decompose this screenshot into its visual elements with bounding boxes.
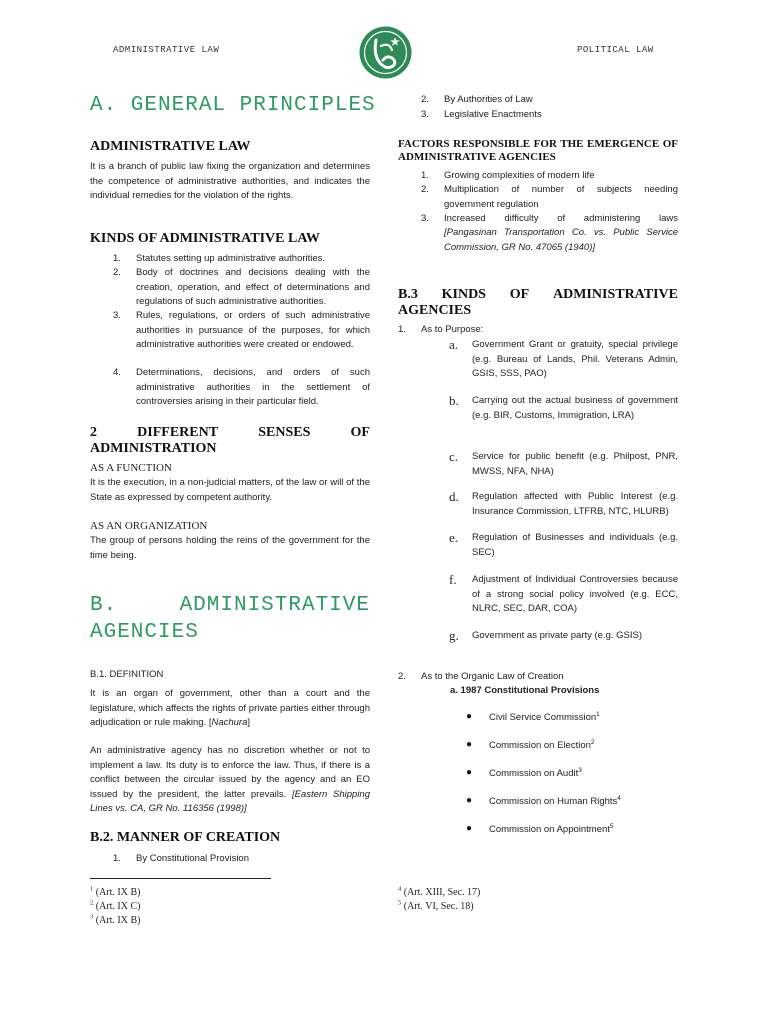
list-number: 1. [398, 324, 406, 335]
list-number: 1. [113, 253, 121, 264]
list-letter: c. [449, 449, 459, 464]
footnote: $^2$ (Art. IX C) [90, 899, 141, 912]
bullet-icon: ● [466, 823, 473, 834]
heading-word: OF [350, 425, 370, 440]
heading-word: OF [509, 287, 530, 302]
list-letter: a. [449, 337, 459, 352]
list-item: Regulation of Businesses and individuals (e.g. SEC) [472, 532, 678, 558]
list-number: 1. [421, 170, 429, 181]
list-item: Commission on Appointment$^5$ [489, 822, 614, 835]
b1-discretion-text [90, 744, 370, 817]
admin-law-definition: It is a branch of public law fixing the organization and determines the competence of administrative authorities, and indicates the individual remedies for the violation of the rights. [90, 161, 370, 201]
organization-text: The group of persons holding the reins of the government for the time being. [90, 535, 370, 561]
list-number: 3. [113, 310, 121, 321]
list-item: Commission on Election$^2$ [489, 738, 595, 751]
function-heading: AS A FUNCTION [90, 462, 172, 474]
footnote: $^4$ (Art. XIII, Sec. 17) [398, 885, 481, 898]
section-b-heading-line2: AGENCIES [90, 621, 199, 644]
running-header-left: ADMINISTRATIVE LAW [113, 45, 220, 55]
footnote: $^1$ (Art. IX B) [90, 885, 141, 898]
list-item: Increased difficulty of administering laws [444, 213, 678, 224]
heading-word: B. [90, 594, 118, 617]
bullet-icon: ● [466, 711, 473, 722]
heading-word: ADMINISTRATIVE [553, 287, 678, 302]
text: An administrative agency has no discretion whether or not to implement a law. Its duty is to enforce the law. Thus, if there is a conflict between the circular issued by the agency and an EO issued by the president, the latter prevails. [90, 745, 370, 800]
list-item: Determinations, decisions, and orders of such administrative authorities in the settlement of controversies arising in their particular field. [136, 367, 370, 407]
b1-definition [90, 687, 370, 731]
heading-word: KINDS [441, 287, 486, 302]
text: ] [247, 717, 251, 728]
list-item: Government Grant or gratuity, special privilege (e.g. Bureau of Lands, Phil. Veterans Admin, GSIS, SSS, PAO) [472, 339, 678, 379]
list-item: Carrying out the actual business of government (e.g. BIR, Customs, Immigration, LRA) [472, 395, 678, 421]
heading-word: B.3 [398, 287, 418, 302]
list-number: 4. [113, 367, 121, 378]
kinds-heading: KINDS OF ADMINISTRATIVE LAW [90, 231, 320, 246]
list-item: By Constitutional Provision [136, 853, 249, 864]
organization-heading: AS AN ORGANIZATION [90, 520, 208, 532]
list-item: Statutes setting up administrative authorities. [136, 253, 326, 264]
heading-word: ADMINISTRATIVE [179, 594, 370, 617]
citation: Nachura [211, 717, 248, 728]
citation: [Pangasinan Transportation Co. vs. Public Service Commission, GR No. 47065 (1940)] [444, 227, 678, 253]
footnote: $^5$ (Art. VI, Sec. 18) [398, 899, 474, 912]
b3-heading [398, 287, 678, 303]
list-number: 2. [421, 94, 429, 105]
organic-law-label: As to the Organic Law of Creation [421, 671, 564, 682]
list-number: 3. [421, 213, 429, 224]
list-item: Service for public benefit (e.g. Philpost, PNR, MWSS, NFA, NHA) [472, 451, 678, 477]
footnote: $^3$ (Art. IX B) [90, 913, 141, 926]
list-letter: d. [449, 489, 459, 504]
purpose-label: As to Purpose: [421, 324, 484, 335]
list-number: 2. [421, 184, 429, 195]
bullet-icon: ● [466, 767, 473, 778]
list-item: Government as private party (e.g. GSIS) [472, 630, 643, 641]
b1-heading: B.1. DEFINITION [90, 669, 164, 680]
function-text: It is the execution, in a non-judicial matters, of the law or will of the State as expressed by competent authority. [90, 477, 370, 503]
footnote-divider [90, 878, 271, 879]
list-number: 3. [421, 109, 429, 120]
list-item: Rules, regulations, or orders of such administrative authorities in pursuance of the purposes, for which administrative authorities were created or endowed. [136, 310, 370, 350]
bullet-icon: ● [466, 795, 473, 806]
list-item: Body of doctrines and decisions dealing with the creation, operation, and effect of determinations and regulations of such administrative authorities. [136, 267, 370, 307]
list-item: By Authorities of Law [444, 94, 533, 105]
heading-word: 2 [90, 425, 97, 440]
list-item: Commission on Human Rights$^4$ [489, 794, 621, 807]
list-item: Growing complexities of modern life [444, 170, 595, 181]
list-number: 2. [398, 671, 406, 682]
heading-word: SENSES [258, 425, 311, 440]
school-logo [359, 26, 412, 79]
senses-heading [90, 425, 370, 441]
list-letter: g. [449, 628, 459, 643]
list-letter: b. [449, 393, 459, 408]
bullet-icon: ● [466, 739, 473, 750]
list-letter: f. [449, 572, 457, 587]
list-item: Commission on Audit$^3$ [489, 766, 582, 779]
senses-heading-line2: ADMINISTRATION [90, 441, 217, 456]
list-letter: e. [449, 530, 459, 545]
admin-law-heading: ADMINISTRATIVE LAW [90, 139, 251, 154]
list-item: Regulation affected with Public Interest (e.g. Insurance Commission, LTFRB, NTC, HLURB) [472, 491, 678, 517]
b2-heading: B.2. MANNER OF CREATION [90, 830, 281, 845]
list-number: 2. [113, 267, 121, 278]
list-number: 1. [113, 853, 121, 864]
b3-heading-line2: AGENCIES [398, 303, 472, 318]
citation: [Eastern Shipping Lines vs. CA, GR No. 116356 (1998)] [90, 788, 370, 814]
list-item: Adjustment of Individual Controversies because of a strong social policy involved (e.g. ECC, NLRC, SEC, DAR, COA) [472, 574, 678, 614]
factors-heading: FACTORS RESPONSIBLE FOR THE EMERGENCE OF ADMINISTRATIVE AGENCIES [398, 138, 678, 163]
list-item: Civil Service Commission$^1$ [489, 710, 600, 723]
list-item: Multiplication of number of subjects needing government regulation [444, 184, 678, 210]
text: It is an organ of government, other than a court and the legislature, which affects the rights of private parties either through adjudication or rule making. [ [90, 688, 370, 728]
section-b-heading [90, 592, 370, 619]
constitutional-provisions-label: a. 1987 Constitutional Provisions [450, 685, 600, 696]
list-item: Legislative Enactments [444, 109, 542, 120]
section-a-heading: A. GENERAL PRINCIPLES [90, 94, 376, 117]
running-header-right: POLITICAL LAW [577, 45, 654, 55]
heading-word: DIFFERENT [137, 425, 219, 440]
